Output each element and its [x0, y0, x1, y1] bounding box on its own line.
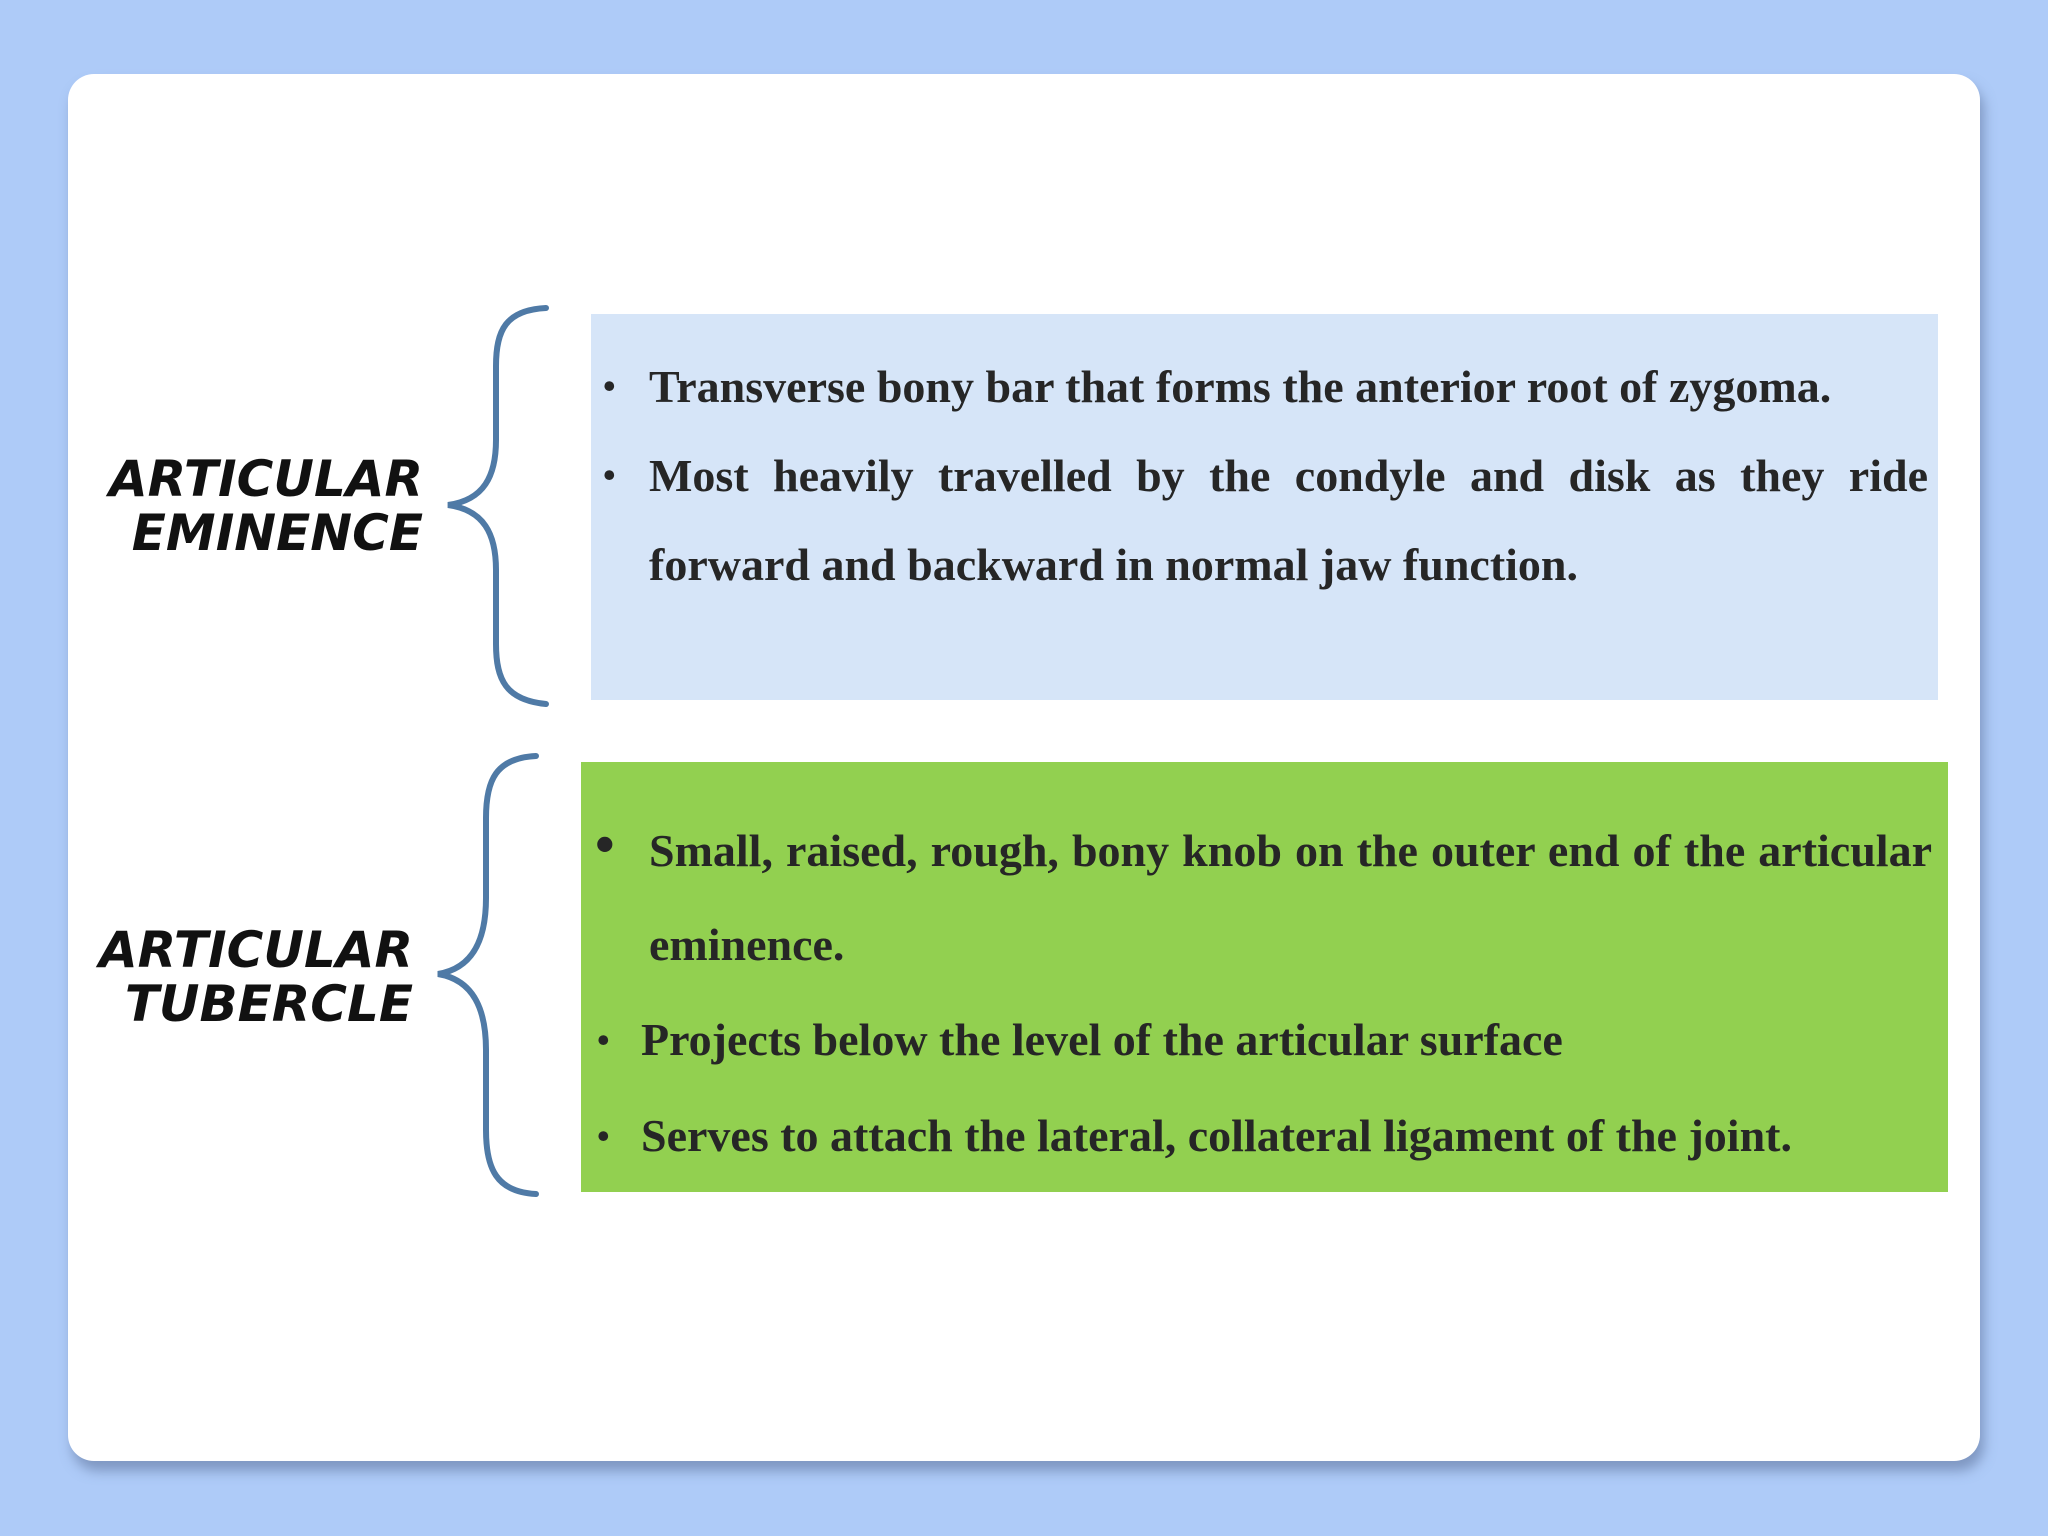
list-item: • Most heavily travelled by the condyle and disk as they ride forward and backward in normal jaw function.	[601, 431, 1928, 609]
term-line: ARTICULAR	[98, 921, 413, 979]
curly-brace-icon	[430, 748, 550, 1208]
list-item: • Transverse bony bar that forms the anterior root of zygoma.	[601, 342, 1928, 431]
tubercle-bullet-list	[595, 804, 1932, 1184]
eminence-description-box	[591, 314, 1938, 700]
list-item: • Small, raised, rough, bony knob on the outer end of the articular eminence.	[595, 804, 1932, 992]
term-line: EMINENCE	[131, 504, 423, 562]
tubercle-description-box	[581, 762, 1948, 1192]
term-articular-tubercle	[50, 923, 413, 1031]
list-item: • Projects below the level of the articular surface	[595, 992, 1932, 1088]
term-line: TUBERCLE	[124, 975, 413, 1033]
eminence-bullet-list	[601, 342, 1928, 609]
term-line: ARTICULAR	[108, 450, 423, 508]
list-item: • Serves to attach the lateral, collateral ligament of the joint.	[595, 1088, 1932, 1184]
term-articular-eminence	[60, 452, 423, 560]
curly-brace-icon	[440, 300, 560, 720]
